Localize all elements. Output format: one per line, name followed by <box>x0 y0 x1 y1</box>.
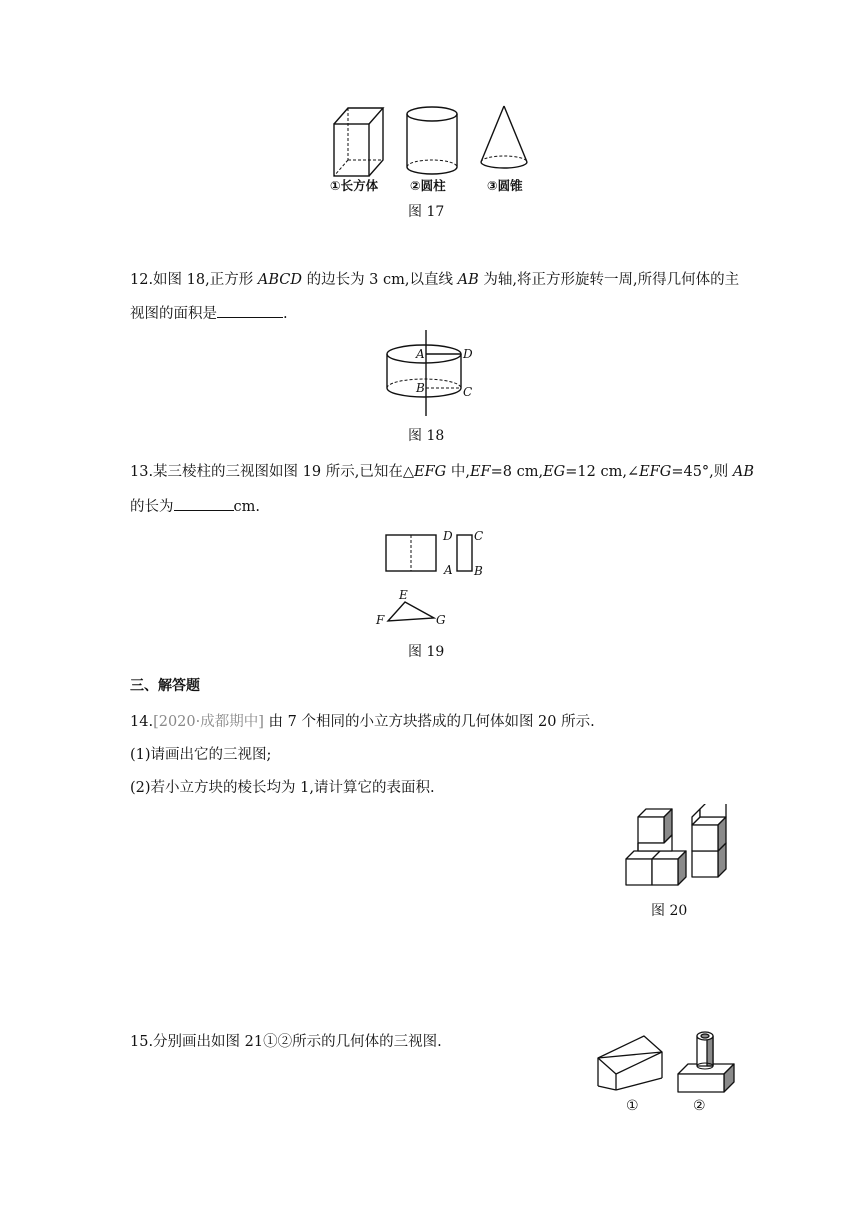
cone-figure <box>481 106 527 168</box>
point-d-label: D <box>443 529 453 543</box>
q13-line1: 13.某三棱柱的三视图如图 19 所示,已知在△EFG 中,EF=8 cm,EG=12 cm,∠EFG=45°,则 AB <box>130 464 755 480</box>
section-heading: 三、解答题 <box>130 678 200 694</box>
fig20-caption: 图 20 <box>651 903 688 919</box>
fig18-caption: 图 18 <box>408 428 445 444</box>
point-a-label: A <box>444 563 453 577</box>
q12-line2: 视图的面积是 . <box>130 303 288 324</box>
q12-line1: 12.如图 18,正方形 ABCD 的边长为 3 cm,以直线 AB 为轴,将正方形旋转一周,所得几何体的主 <box>130 272 740 288</box>
block-with-cylinder-figure <box>678 1032 734 1092</box>
q14-part2: (2)若小立方块的棱长均为 1,请计算它的表面积. <box>130 780 435 796</box>
q15-text: 15.分别画出如图 21①②所示的几何体的三视图. <box>130 1034 442 1050</box>
point-a-label: A <box>416 347 425 361</box>
point-c-label: C <box>474 529 484 543</box>
fig19-caption: 图 19 <box>408 644 445 660</box>
point-b-label: B <box>416 381 425 395</box>
q14-stem: 14.[2020·成都期中] 由 7 个相同的小立方块搭成的几何体如图 20 所示. <box>130 714 595 730</box>
triangular-prism-figure <box>598 1036 662 1090</box>
figure-18 <box>378 328 488 422</box>
q13-answer-blank[interactable] <box>174 496 234 511</box>
fig17-caption: 图 17 <box>408 204 445 220</box>
fig17-label-2: ②圆柱 <box>410 178 446 193</box>
q13-line2: 的长为 cm. <box>130 496 260 517</box>
fig17-label-3: ③圆锥 <box>487 178 523 193</box>
point-b-label: B <box>474 564 483 578</box>
fig17-label-1: ①长方体 <box>330 178 379 193</box>
figure-21 <box>594 1030 740 1096</box>
fig21-label-2: ② <box>693 1098 706 1114</box>
cylinder-figure <box>407 107 457 174</box>
figure-19 <box>372 524 492 630</box>
cuboid-figure <box>334 108 383 176</box>
point-g-label: G <box>436 613 446 627</box>
q14-source: [2020·成都期中] <box>153 714 264 730</box>
q12-answer-blank[interactable] <box>217 303 283 318</box>
fig21-label-1: ① <box>626 1098 639 1114</box>
q14-part1: (1)请画出它的三视图; <box>130 747 272 763</box>
point-f-label: F <box>376 613 385 627</box>
point-e-label: E <box>399 588 408 602</box>
point-c-label: C <box>463 385 473 399</box>
point-d-label: D <box>463 347 473 361</box>
figure-20 <box>622 804 734 888</box>
